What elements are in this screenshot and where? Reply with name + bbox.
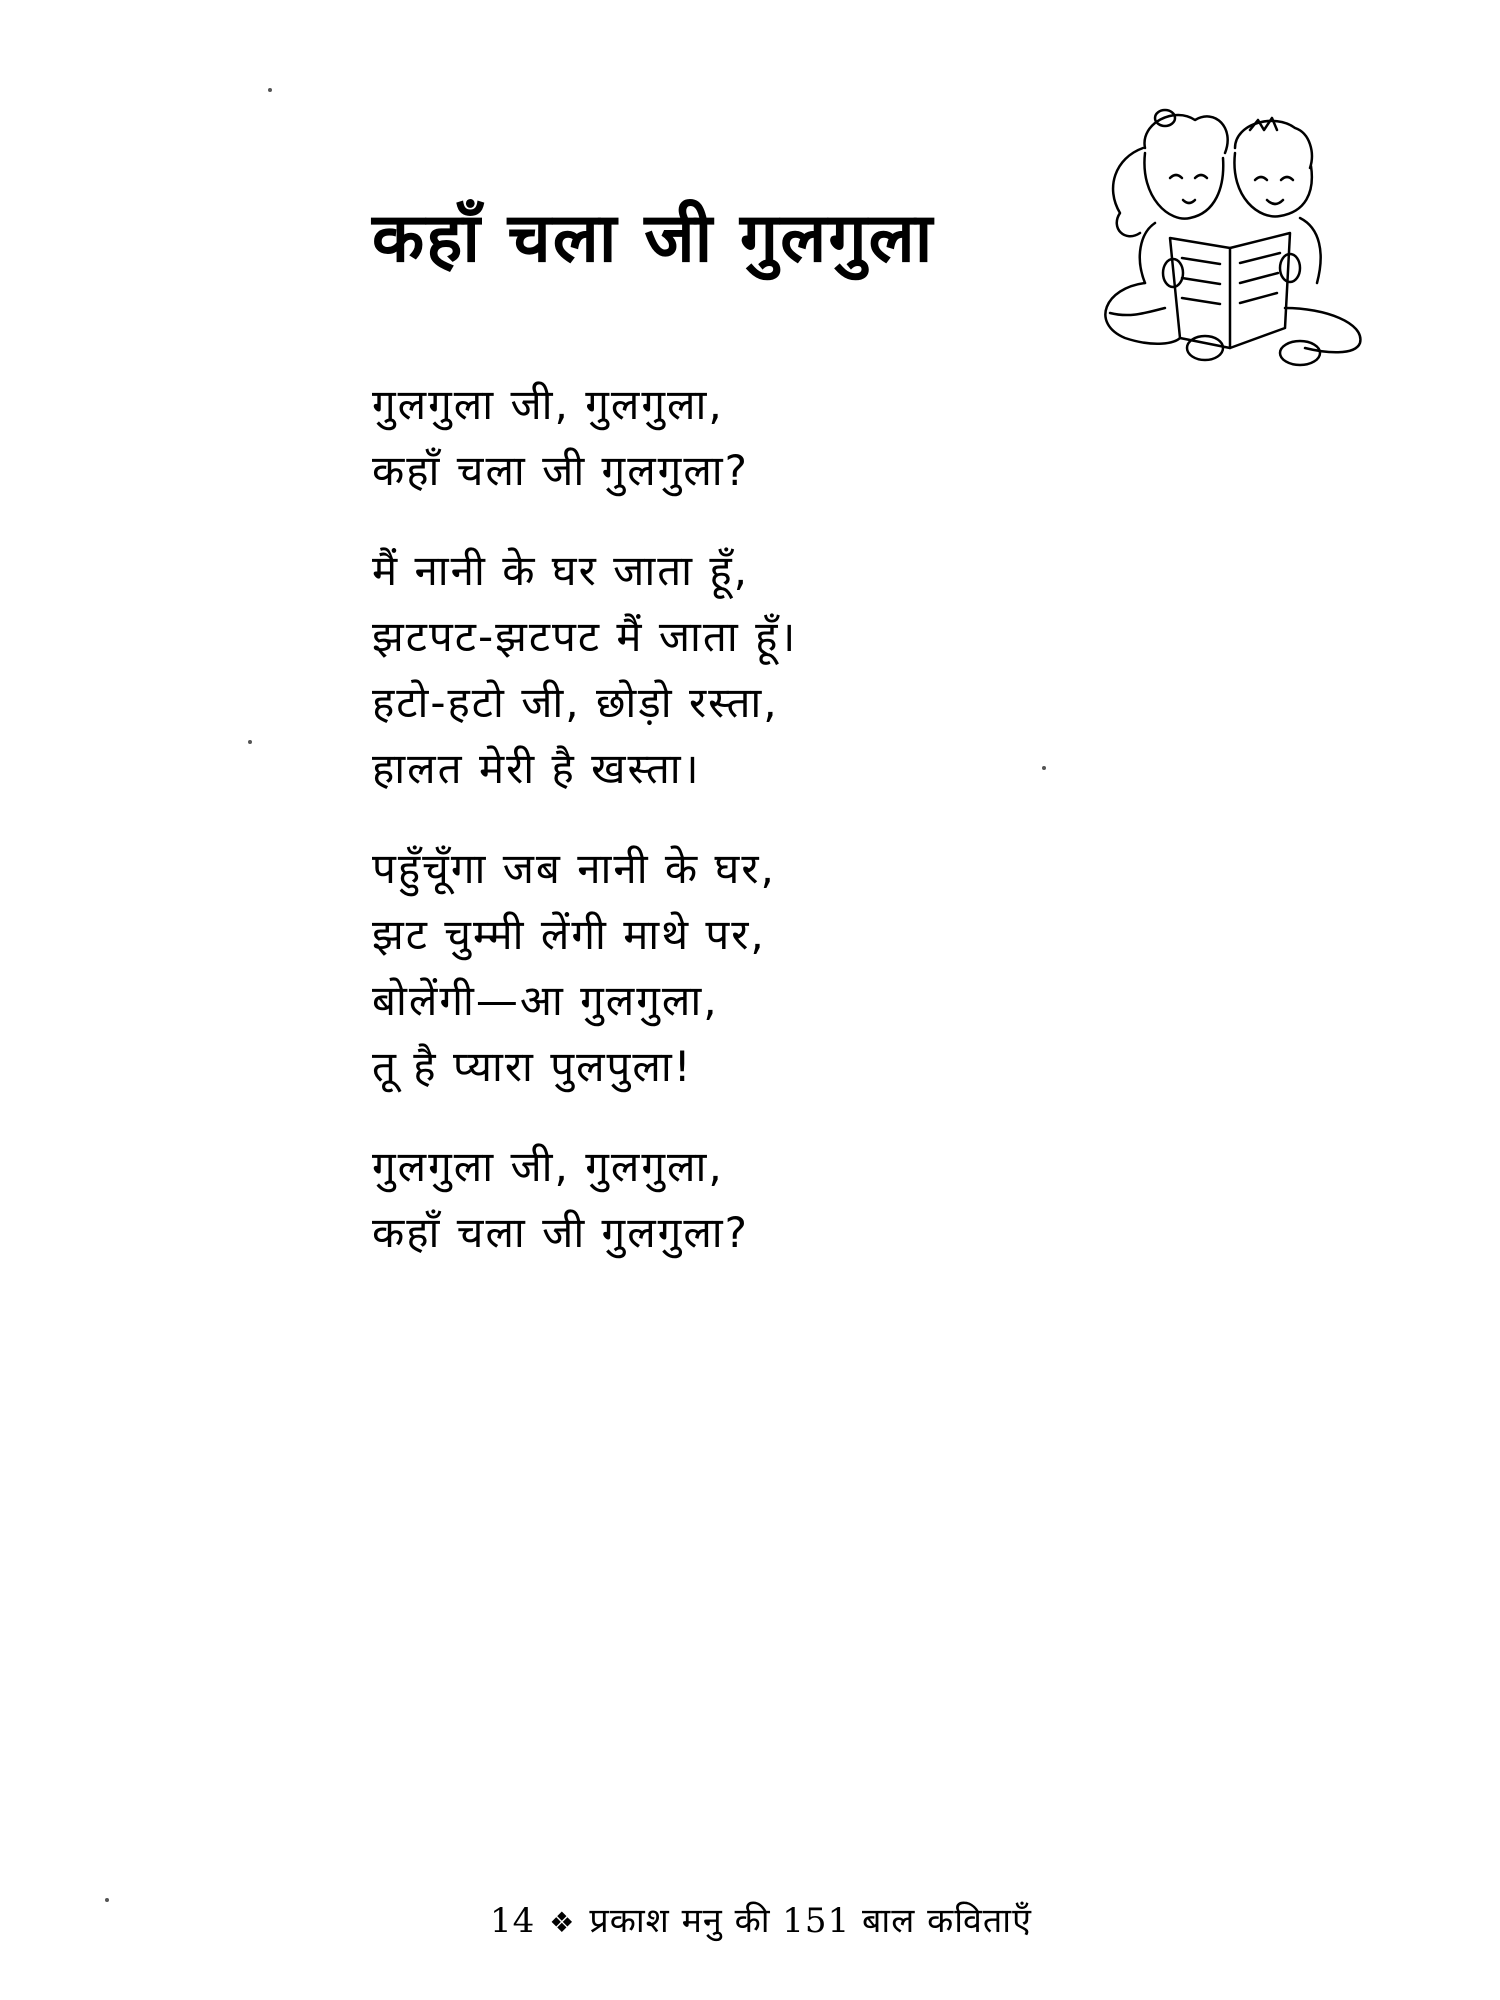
stanza-1: [372, 372, 797, 504]
stanza-4: [372, 1134, 797, 1266]
poem-line: बोलेंगी—आ गुलगुला,: [372, 976, 719, 1025]
book-title: प्रकाश मनु की 151 बाल कविताएँ: [589, 1901, 1032, 1941]
page-footer: [490, 1896, 1032, 1942]
poem-line: कहाँ चला जी गुलगुला?: [372, 446, 749, 495]
poem-line: गुलगुला जी, गुलगुला,: [372, 1142, 724, 1191]
poem-line: झटपट-झटपट मैं जाता हूँ।: [372, 612, 798, 661]
poem-line: गुलगुला जी, गुलगुला,: [372, 380, 724, 429]
separator-icon: ❖: [549, 1906, 576, 1939]
poem-line: हालत मेरी है खस्ता।: [372, 744, 701, 793]
poem-body: [372, 372, 797, 1300]
children-reading-illustration: [1085, 108, 1375, 368]
scan-speck: [248, 740, 252, 744]
poem-title: कहाँ चला जी गुलगुला: [372, 199, 935, 278]
poem-line: कहाँ चला जी गुलगुला?: [372, 1208, 749, 1257]
stanza-3: [372, 836, 797, 1100]
stanza-2: [372, 538, 797, 802]
poem-line: झट चुम्मी लेंगी माथे पर,: [372, 910, 766, 959]
scan-speck: [268, 88, 272, 92]
scan-speck: [105, 1898, 109, 1902]
scan-speck: [1042, 766, 1046, 770]
poem-line: मैं नानी के घर जाता हूँ,: [372, 546, 750, 595]
poem-line: हटो-हटो जी, छोड़ो रस्ता,: [372, 678, 779, 727]
poem-line: पहुँचूँगा जब नानी के घर,: [372, 844, 776, 893]
poem-line: तू है प्यारा पुलपुला!: [372, 1042, 693, 1091]
page-number: 14: [490, 1901, 536, 1941]
